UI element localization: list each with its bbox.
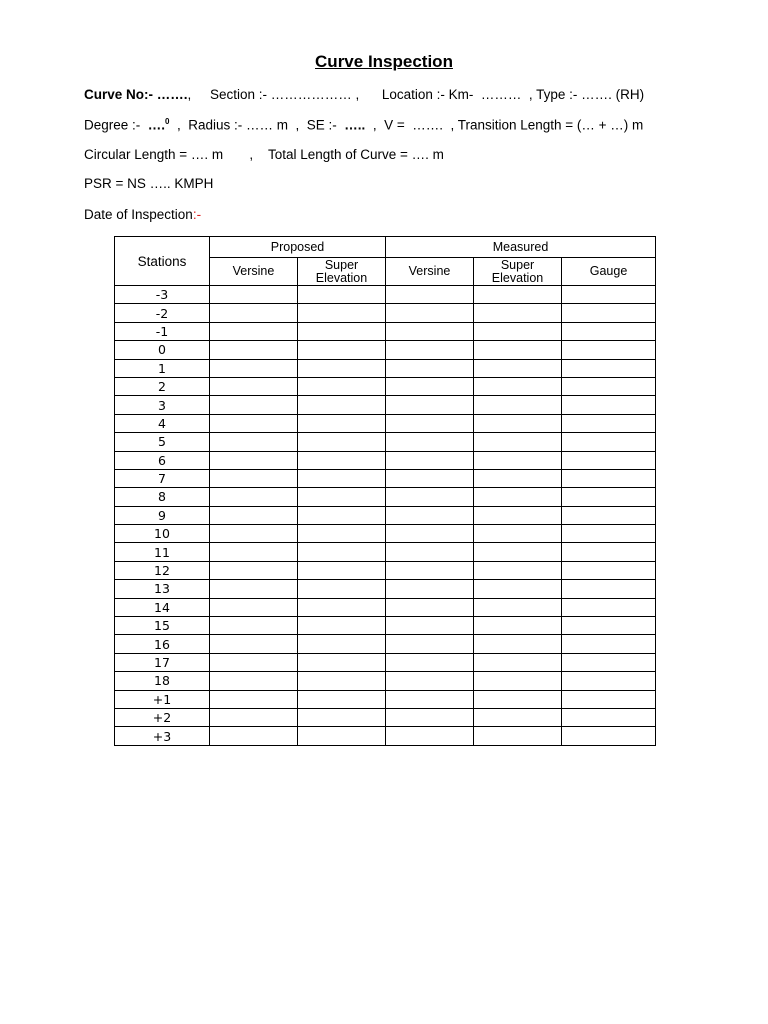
proposed-versine-header: Versine (210, 258, 298, 286)
entry-cell[interactable] (386, 580, 474, 598)
station-cell: -2 (115, 304, 210, 322)
entry-cell[interactable] (210, 359, 298, 377)
entry-cell[interactable] (298, 506, 386, 524)
entry-cell[interactable] (386, 451, 474, 469)
table-row (115, 304, 656, 322)
entry-cell[interactable] (298, 414, 386, 432)
radius-field: , Radius :- …… m , SE :- (169, 117, 345, 133)
entry-cell[interactable] (298, 617, 386, 635)
entry-cell[interactable] (562, 433, 656, 451)
entry-cell[interactable] (386, 708, 474, 726)
entry-cell[interactable] (298, 433, 386, 451)
table-row (115, 377, 656, 395)
entry-cell[interactable] (210, 322, 298, 340)
station-cell: 7 (115, 469, 210, 487)
entry-cell[interactable] (562, 708, 656, 726)
entry-cell[interactable] (386, 469, 474, 487)
stations-header: Stations (115, 237, 210, 286)
entry-cell[interactable] (298, 727, 386, 745)
entry-cell[interactable] (386, 617, 474, 635)
entry-cell[interactable] (386, 377, 474, 395)
station-cell: 4 (115, 414, 210, 432)
table-row (115, 506, 656, 524)
entry-cell[interactable] (386, 322, 474, 340)
table-row (115, 561, 656, 579)
entry-cell[interactable] (474, 433, 562, 451)
entry-cell[interactable] (562, 304, 656, 322)
table-body (115, 286, 656, 746)
entry-cell[interactable] (298, 469, 386, 487)
measured-gauge-header: Gauge (562, 258, 656, 286)
entry-cell[interactable] (474, 377, 562, 395)
table-row (115, 598, 656, 616)
entry-cell[interactable] (298, 543, 386, 561)
entry-cell[interactable] (474, 580, 562, 598)
entry-cell[interactable] (298, 359, 386, 377)
entry-cell[interactable] (298, 598, 386, 616)
station-cell: 6 (115, 451, 210, 469)
entry-cell[interactable] (298, 690, 386, 708)
entry-cell[interactable] (210, 727, 298, 745)
entry-cell[interactable] (562, 561, 656, 579)
entry-cell[interactable] (298, 322, 386, 340)
entry-cell[interactable] (474, 672, 562, 690)
entry-cell[interactable] (298, 561, 386, 579)
entry-cell[interactable] (562, 377, 656, 395)
degree-superscript: 0 (165, 117, 170, 126)
curve-no-label: Curve No:- ……. (84, 87, 188, 102)
entry-cell[interactable] (474, 598, 562, 616)
table-row (115, 525, 656, 543)
entry-cell[interactable] (298, 396, 386, 414)
entry-cell[interactable] (474, 635, 562, 653)
entry-cell[interactable] (298, 304, 386, 322)
entry-cell[interactable] (298, 580, 386, 598)
table-row (115, 708, 656, 726)
entry-cell[interactable] (474, 525, 562, 543)
entry-cell[interactable] (386, 543, 474, 561)
entry-cell[interactable] (386, 341, 474, 359)
entry-cell[interactable] (210, 672, 298, 690)
entry-cell[interactable] (210, 488, 298, 506)
entry-cell[interactable] (298, 653, 386, 671)
entry-cell[interactable] (386, 304, 474, 322)
entry-cell[interactable] (474, 396, 562, 414)
station-cell: 8 (115, 488, 210, 506)
se-value: ….. (344, 117, 366, 133)
station-cell: 15 (115, 617, 210, 635)
entry-cell[interactable] (386, 359, 474, 377)
entry-cell[interactable] (210, 377, 298, 395)
length-info-line: Circular Length = …. m , Total Length of Curve = …. m (84, 147, 444, 162)
entry-cell[interactable] (562, 617, 656, 635)
table-row (115, 617, 656, 635)
entry-cell[interactable] (298, 525, 386, 543)
entry-cell[interactable] (474, 359, 562, 377)
station-cell: 18 (115, 672, 210, 690)
table-row (115, 727, 656, 745)
entry-cell[interactable] (562, 451, 656, 469)
page-title: Curve Inspection (315, 52, 453, 71)
entry-cell[interactable] (386, 286, 474, 304)
station-cell: 1 (115, 359, 210, 377)
table-row (115, 433, 656, 451)
table-row (115, 414, 656, 432)
entry-cell[interactable] (562, 322, 656, 340)
entry-cell[interactable] (562, 653, 656, 671)
entry-cell[interactable] (298, 672, 386, 690)
table-row (115, 396, 656, 414)
entry-cell[interactable] (474, 727, 562, 745)
entry-cell[interactable] (562, 286, 656, 304)
entry-cell[interactable] (210, 561, 298, 579)
entry-cell[interactable] (210, 653, 298, 671)
transition-field: , V = ……. , Transition Length = (… + …) m (365, 117, 644, 133)
entry-cell[interactable] (210, 414, 298, 432)
entry-cell[interactable] (474, 451, 562, 469)
psr-line: PSR = NS ….. KMPH (84, 176, 214, 191)
table-row (115, 359, 656, 377)
entry-cell[interactable] (210, 617, 298, 635)
entry-cell[interactable] (210, 580, 298, 598)
entry-cell[interactable] (298, 451, 386, 469)
entry-cell[interactable] (386, 396, 474, 414)
station-cell: -3 (115, 286, 210, 304)
entry-cell[interactable] (474, 690, 562, 708)
entry-cell[interactable] (474, 341, 562, 359)
entry-cell[interactable] (210, 708, 298, 726)
entry-cell[interactable] (474, 488, 562, 506)
entry-cell[interactable] (474, 543, 562, 561)
entry-cell[interactable] (474, 286, 562, 304)
table-row (115, 322, 656, 340)
entry-cell[interactable] (210, 341, 298, 359)
station-cell: 16 (115, 635, 210, 653)
degree-info-line (84, 117, 643, 133)
degree-value: …. (147, 117, 166, 133)
entry-cell[interactable] (562, 469, 656, 487)
entry-cell[interactable] (474, 653, 562, 671)
entry-cell[interactable] (562, 727, 656, 745)
station-cell: 9 (115, 506, 210, 524)
entry-cell[interactable] (386, 525, 474, 543)
entry-cell[interactable] (298, 635, 386, 653)
table-row (115, 286, 656, 304)
entry-cell[interactable] (210, 304, 298, 322)
entry-cell[interactable] (562, 396, 656, 414)
entry-cell[interactable] (386, 672, 474, 690)
entry-cell[interactable] (298, 341, 386, 359)
entry-cell[interactable] (562, 690, 656, 708)
station-cell: 10 (115, 525, 210, 543)
station-cell: 13 (115, 580, 210, 598)
table-row (115, 653, 656, 671)
date-suffix: :- (192, 207, 202, 222)
measured-super-elevation-header: Super Elevation (474, 258, 562, 286)
entry-cell[interactable] (298, 488, 386, 506)
location-field: Location :- Km- ……… , Type :- ……. (RH) (359, 87, 645, 102)
entry-cell[interactable] (210, 635, 298, 653)
table-row (115, 469, 656, 487)
entry-cell[interactable] (298, 708, 386, 726)
entry-cell[interactable] (474, 708, 562, 726)
date-label: Date of Inspection (84, 207, 193, 222)
station-cell: 17 (115, 653, 210, 671)
entry-cell[interactable] (562, 598, 656, 616)
table-row (115, 451, 656, 469)
entry-cell[interactable] (474, 414, 562, 432)
separator: , (187, 87, 211, 102)
entry-cell[interactable] (386, 488, 474, 506)
station-cell: 12 (115, 561, 210, 579)
inspection-table (114, 236, 656, 746)
station-cell: +3 (115, 727, 210, 745)
entry-cell[interactable] (210, 598, 298, 616)
entry-cell[interactable] (386, 433, 474, 451)
entry-cell[interactable] (562, 580, 656, 598)
table-row (115, 488, 656, 506)
station-cell: 3 (115, 396, 210, 414)
entry-cell[interactable] (474, 304, 562, 322)
table-row (115, 690, 656, 708)
entry-cell[interactable] (562, 525, 656, 543)
proposed-super-elevation-header: Super Elevation (298, 258, 386, 286)
entry-cell[interactable] (474, 322, 562, 340)
entry-cell[interactable] (386, 653, 474, 671)
entry-cell[interactable] (562, 341, 656, 359)
entry-cell[interactable] (474, 506, 562, 524)
station-cell: -1 (115, 322, 210, 340)
station-cell: 0 (115, 341, 210, 359)
measured-header: Measured (386, 237, 656, 258)
station-cell: 2 (115, 377, 210, 395)
date-line (84, 207, 201, 222)
station-cell: +2 (115, 708, 210, 726)
table-row (115, 635, 656, 653)
entry-cell[interactable] (562, 543, 656, 561)
entry-cell[interactable] (562, 359, 656, 377)
entry-cell[interactable] (210, 286, 298, 304)
entry-cell[interactable] (210, 690, 298, 708)
measured-versine-header: Versine (386, 258, 474, 286)
entry-cell[interactable] (210, 433, 298, 451)
entry-cell[interactable] (386, 635, 474, 653)
entry-cell[interactable] (210, 525, 298, 543)
entry-cell[interactable] (298, 377, 386, 395)
entry-cell[interactable] (562, 414, 656, 432)
entry-cell[interactable] (562, 672, 656, 690)
station-cell: +1 (115, 690, 210, 708)
table-row (115, 341, 656, 359)
curve-info-line (84, 87, 644, 102)
entry-cell[interactable] (562, 506, 656, 524)
station-cell: 14 (115, 598, 210, 616)
entry-cell[interactable] (386, 690, 474, 708)
table-row (115, 672, 656, 690)
entry-cell[interactable] (298, 286, 386, 304)
entry-cell[interactable] (210, 543, 298, 561)
table-row (115, 580, 656, 598)
entry-cell[interactable] (386, 727, 474, 745)
degree-label: Degree :- (84, 117, 148, 133)
station-cell: 11 (115, 543, 210, 561)
section-field: Section :- ……………… , (210, 87, 360, 102)
entry-cell[interactable] (474, 561, 562, 579)
entry-cell[interactable] (386, 506, 474, 524)
entry-cell[interactable] (562, 635, 656, 653)
entry-cell[interactable] (386, 561, 474, 579)
entry-cell[interactable] (210, 451, 298, 469)
entry-cell[interactable] (386, 414, 474, 432)
entry-cell[interactable] (474, 617, 562, 635)
entry-cell[interactable] (210, 506, 298, 524)
station-cell: 5 (115, 433, 210, 451)
entry-cell[interactable] (210, 396, 298, 414)
proposed-header: Proposed (210, 237, 386, 258)
entry-cell[interactable] (474, 469, 562, 487)
entry-cell[interactable] (210, 469, 298, 487)
entry-cell[interactable] (386, 598, 474, 616)
table-row (115, 543, 656, 561)
entry-cell[interactable] (562, 488, 656, 506)
